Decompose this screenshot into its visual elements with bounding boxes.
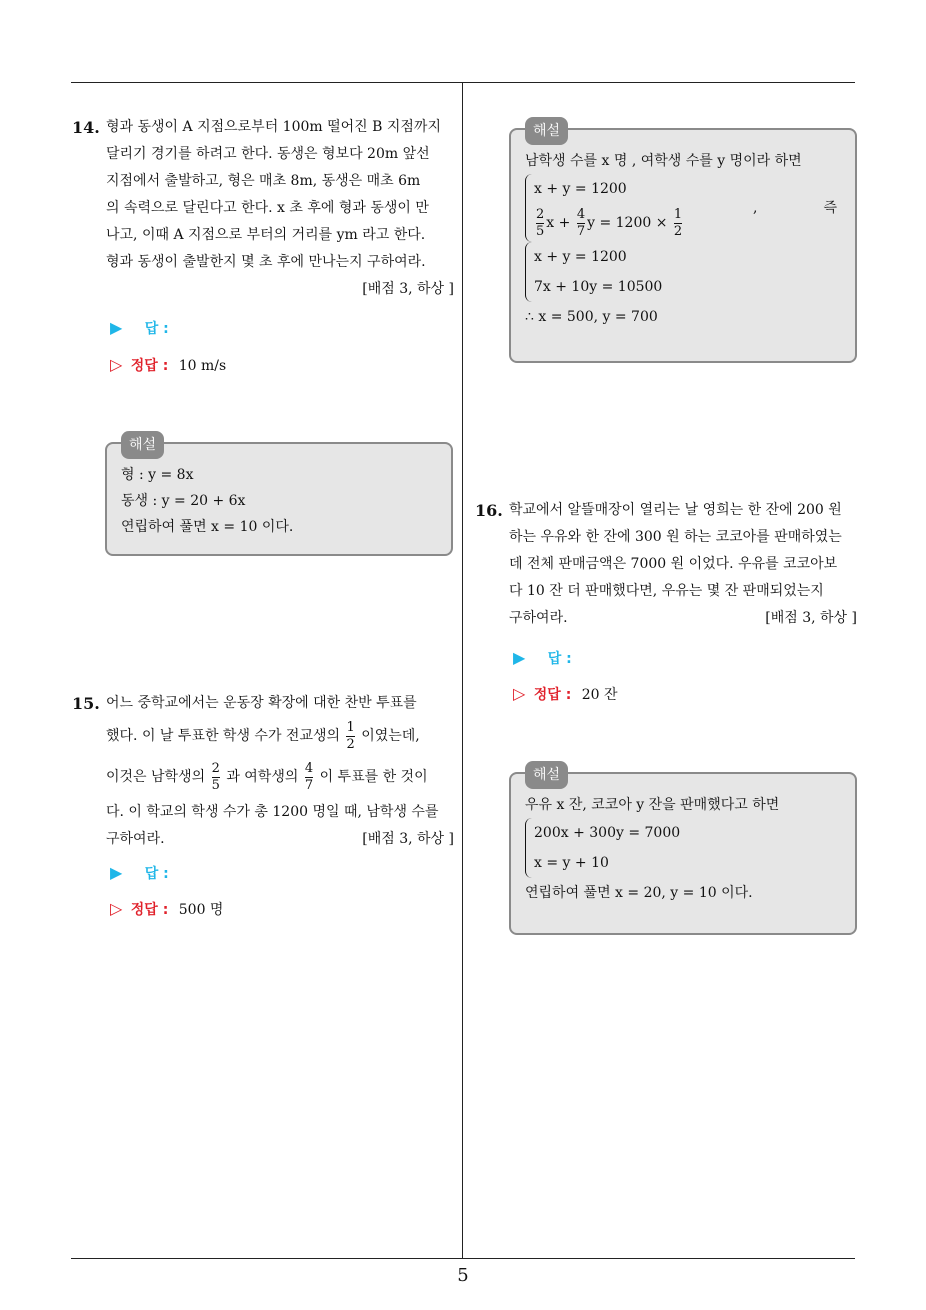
equation-system-1 — [525, 174, 684, 242]
problem-text-line — [106, 717, 454, 755]
solution-tag: 해설 — [525, 761, 568, 789]
system-row-1 — [525, 174, 841, 242]
answer-label: 답 : — [144, 321, 169, 337]
answer-label: 답 : — [547, 651, 572, 667]
brace-icon — [525, 242, 532, 302]
correct-value: 10 m/s — [178, 358, 227, 374]
answer-arrow-icon: ▶ — [513, 648, 526, 667]
fraction-numerator: 4 — [576, 206, 586, 222]
problem-meta: [배점 3, 하상 ] — [362, 281, 454, 297]
text-segment: 구하여라. — [106, 831, 165, 847]
problem-meta: [배점 3, 하상 ] — [362, 831, 454, 847]
problem-number: 14. — [72, 118, 100, 137]
answer-arrow-icon: ▶ — [110, 318, 123, 337]
solution-line: 동생 : y = 20 + 6x — [121, 493, 246, 509]
problem-text-line: 형과 동생이 출발한지 몇 초 후에 만나는지 구하여라. — [106, 254, 426, 270]
problem-number: 16. — [475, 501, 503, 520]
problem-text-line: 형과 동생이 A 지점으로부터 100m 떨어진 B 지점까지 — [106, 119, 441, 135]
answer-row-16 — [513, 648, 572, 668]
equation-line: x + y = 1200 — [534, 249, 627, 265]
correct-answer-row-16 — [513, 684, 618, 704]
equation-line: 200x + 300y = 7000 — [534, 825, 681, 841]
correct-label: 정답 : — [130, 358, 169, 374]
correct-answer-row-14 — [110, 355, 226, 375]
solution-box-14 — [105, 437, 453, 556]
solution-line: 형 : y = 8x — [121, 467, 194, 483]
equation-line: 7x + 10y = 10500 — [534, 279, 663, 295]
fraction-numerator: 1 — [346, 719, 355, 735]
correct-value: 500 명 — [178, 902, 224, 918]
problem-15 — [72, 690, 454, 853]
correct-arrow-icon: ▷ — [513, 684, 526, 703]
fraction-denominator: 7 — [304, 777, 314, 793]
top-rule — [71, 82, 855, 83]
correct-arrow-icon: ▷ — [110, 899, 123, 918]
fraction-denominator: 7 — [576, 223, 586, 239]
text-segment: 이 투표를 한 것이 — [319, 769, 428, 785]
correct-answer-row-15 — [110, 899, 223, 919]
equation-system-2 — [525, 242, 841, 302]
problem-text-line: 나고, 이때 A 지점으로 부터의 거리를 ym 라고 한다. — [106, 227, 426, 243]
solution-tag: 해설 — [525, 117, 568, 145]
fraction-denominator: 2 — [346, 736, 355, 752]
text-segment: x + — [546, 215, 571, 231]
problem-text-line: 하는 우유와 한 잔에 300 원 하는 코코아를 판매하였는 — [509, 529, 842, 545]
problem-text-line — [106, 755, 454, 799]
fraction-numerator: 2 — [211, 760, 220, 776]
problem-text-line: 달리기 경기를 하려고 한다. 동생은 형보다 20m 앞선 — [106, 146, 430, 162]
solution-line: 연립하여 풀면 x = 10 이다. — [121, 519, 294, 535]
correct-label: 정답 : — [533, 687, 572, 703]
solution-intro: 남학생 수를 x 명 , 여학생 수를 y 명이라 하면 — [525, 153, 802, 169]
equation-system — [525, 818, 841, 878]
text-segment: 구하여라. — [509, 610, 568, 626]
equation-line: x + y = 1200 — [534, 181, 627, 197]
fraction-denominator: 5 — [211, 777, 220, 793]
fraction-one-half — [346, 721, 354, 752]
answer-row-14 — [110, 318, 169, 338]
bottom-rule — [71, 1258, 855, 1259]
page-number: 5 — [457, 1265, 469, 1286]
equation-line — [534, 204, 684, 242]
problem-number: 15. — [72, 694, 100, 713]
problem-text-line: 어느 중학교에서는 운동장 확장에 대한 찬반 투표를 — [106, 695, 417, 711]
problem-14 — [72, 114, 454, 303]
text-segment: 이였는데, — [361, 728, 420, 744]
fraction-two-fifths — [536, 208, 544, 239]
solution-result: 연립하여 풀면 x = 20, y = 10 이다. — [525, 885, 753, 901]
answer-label: 답 : — [144, 866, 169, 882]
solution-box-16 — [509, 767, 857, 935]
solution-result: ∴ x = 500, y = 700 — [525, 309, 658, 325]
solution-intro: 우유 x 잔, 코코아 y 잔을 판매했다고 하면 — [525, 797, 780, 813]
column-divider — [462, 83, 463, 1258]
correct-label: 정답 : — [130, 902, 169, 918]
fraction-one-half — [674, 208, 682, 239]
solution-box-15 — [509, 123, 857, 363]
fraction-four-sevenths — [305, 762, 313, 793]
fraction-four-sevenths — [577, 208, 585, 239]
comma: , — [753, 200, 758, 216]
problem-16 — [475, 497, 857, 632]
problem-text-line: 의 속력으로 달린다고 한다. x 초 후에 형과 동생이 만 — [106, 200, 429, 216]
problem-text-line: 데 전체 판매금액은 7000 원 이었다. 우유를 코코아보 — [509, 556, 838, 572]
problem-text-line — [509, 605, 857, 632]
problem-text-line — [106, 826, 454, 853]
answer-row-15 — [110, 863, 169, 883]
correct-value: 20 잔 — [581, 687, 618, 703]
solution-tag: 해설 — [121, 431, 164, 459]
equation-line: x = y + 10 — [534, 855, 609, 871]
fraction-numerator: 1 — [673, 206, 683, 222]
problem-meta: [배점 3, 하상 ] — [765, 610, 857, 626]
brace-icon — [525, 818, 532, 878]
fraction-two-fifths — [212, 762, 220, 793]
problem-text-line: 다 10 잔 더 판매했다면, 우유는 몇 잔 판매되었는지 — [509, 583, 824, 599]
problem-text-line: 지점에서 출발하고, 형은 매초 8m, 동생은 매초 6m — [106, 173, 421, 189]
problem-text-line: 학교에서 알뜰매장이 열리는 날 영희는 한 잔에 200 원 — [509, 502, 842, 518]
text-segment: 이것은 남학생의 — [106, 769, 206, 785]
fraction-numerator: 2 — [536, 206, 545, 222]
text-segment: y = 1200 × — [587, 215, 668, 231]
text-segment: 했다. 이 날 투표한 학생 수가 전교생의 — [106, 728, 341, 744]
brace-icon — [525, 174, 532, 242]
zeuk-text: 즉 — [823, 200, 837, 216]
fraction-denominator: 2 — [673, 223, 683, 239]
fraction-denominator: 5 — [536, 223, 545, 239]
answer-arrow-icon: ▶ — [110, 863, 123, 882]
correct-arrow-icon: ▷ — [110, 355, 123, 374]
text-segment: 과 여학생의 — [226, 769, 299, 785]
fraction-numerator: 4 — [304, 760, 314, 776]
problem-text-line: 다. 이 학교의 학생 수가 총 1200 명일 때, 남학생 수를 — [106, 804, 439, 820]
